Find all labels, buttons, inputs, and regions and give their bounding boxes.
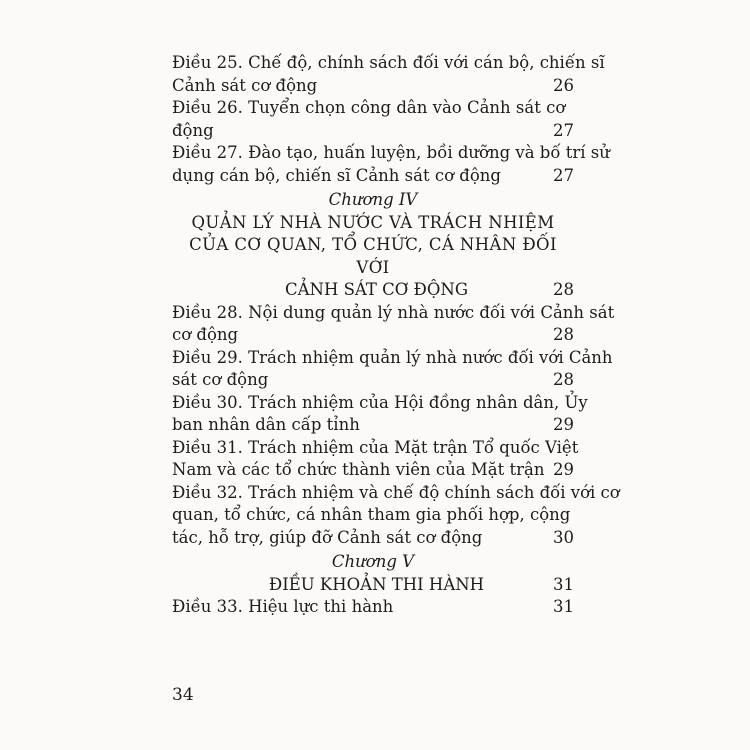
entry-page: 27 [553, 165, 574, 185]
entry-text: ban nhân dân cấp tỉnh [172, 415, 360, 434]
toc-entry-dieu-33 [172, 596, 574, 619]
entry-page: 29 [553, 415, 574, 434]
entry-text: Điều 26. Tuyển chọn công dân vào Cảnh sát cơ [172, 98, 566, 117]
entry-text: Điều 25. Chế độ, chính sách đối với cán bộ, chiến sĩ [172, 53, 605, 72]
entry-page: 28 [553, 370, 574, 389]
chapter-title-row [172, 279, 574, 302]
chapter-page: 31 [553, 574, 574, 594]
entry-text: sát cơ động [172, 370, 269, 389]
toc-entry-dieu-25 [172, 52, 605, 97]
entry-text: quan, tổ chức, cá nhân tham gia phối hợp, cộng [172, 505, 571, 524]
toc-entry-dieu-30 [172, 392, 588, 437]
entry-text: Cảnh sát cơ động [172, 75, 318, 95]
entry-text: Điều 30. Trách nhiệm của Hội đồng nhân dân, Ủy [172, 392, 588, 412]
entry-page: 26 [553, 75, 574, 95]
chapter-label: Chương V [331, 552, 415, 571]
entry-page: 27 [553, 120, 574, 140]
toc-entry-dieu-26 [172, 97, 574, 142]
entry-text: cơ động [172, 325, 239, 344]
entry-text: Điều 27. Đào tạo, huấn luyện, bồi dưỡng và bố trí sử [172, 143, 610, 162]
entry-page: 29 [553, 460, 574, 479]
table-of-contents [172, 52, 620, 619]
entry-text: tác, hỗ trợ, giúp đỡ Cảnh sát cơ động [172, 527, 483, 547]
toc-entry-dieu-28 [172, 302, 615, 347]
entry-page: 31 [553, 597, 574, 616]
entry-page: 30 [553, 527, 574, 547]
toc-entry-dieu-32 [172, 482, 620, 550]
entry-text: Điều 28. Nội dung quản lý nhà nước đối với Cảnh sát [172, 302, 615, 322]
toc-entry-dieu-31 [172, 437, 579, 482]
toc-entry-dieu-29 [172, 347, 613, 392]
entry-text: Điều 32. Trách nhiệm và chế độ chính sách đối với cơ [172, 482, 620, 502]
entry-text: Điều 29. Trách nhiệm quản lý nhà nước đối với Cảnh [172, 347, 613, 367]
toc-entry-dieu-27 [172, 142, 610, 187]
page-number: 34 [172, 685, 194, 705]
entry-page: 28 [553, 325, 574, 344]
chapter-label: Chương IV [328, 190, 418, 209]
entry-text: Điều 33. Hiệu lực thi hành [172, 597, 394, 616]
chapter-title-row [172, 574, 574, 597]
entry-text: động [172, 120, 214, 140]
chapter-page: 28 [553, 280, 574, 299]
entry-text: Điều 31. Trách nhiệm của Mặt trận Tổ quốc Việt [172, 437, 579, 457]
chapter-title-line: ĐIỀU KHOẢN THI HÀNH [268, 574, 485, 594]
chapter-title-line: CỦA CƠ QUAN, TỔ CHỨC, CÁ NHÂN ĐỐI VỚI [189, 235, 557, 277]
chapter-title-line: QUẢN LÝ NHÀ NƯỚC VÀ TRÁCH NHIỆM [191, 212, 555, 232]
entry-text: dụng cán bộ, chiến sĩ Cảnh sát cơ động [172, 165, 501, 185]
chapter-title-line: CẢNH SÁT CƠ ĐỘNG [284, 280, 469, 299]
entry-text: Nam và các tổ chức thành viên của Mặt trận [172, 460, 545, 479]
